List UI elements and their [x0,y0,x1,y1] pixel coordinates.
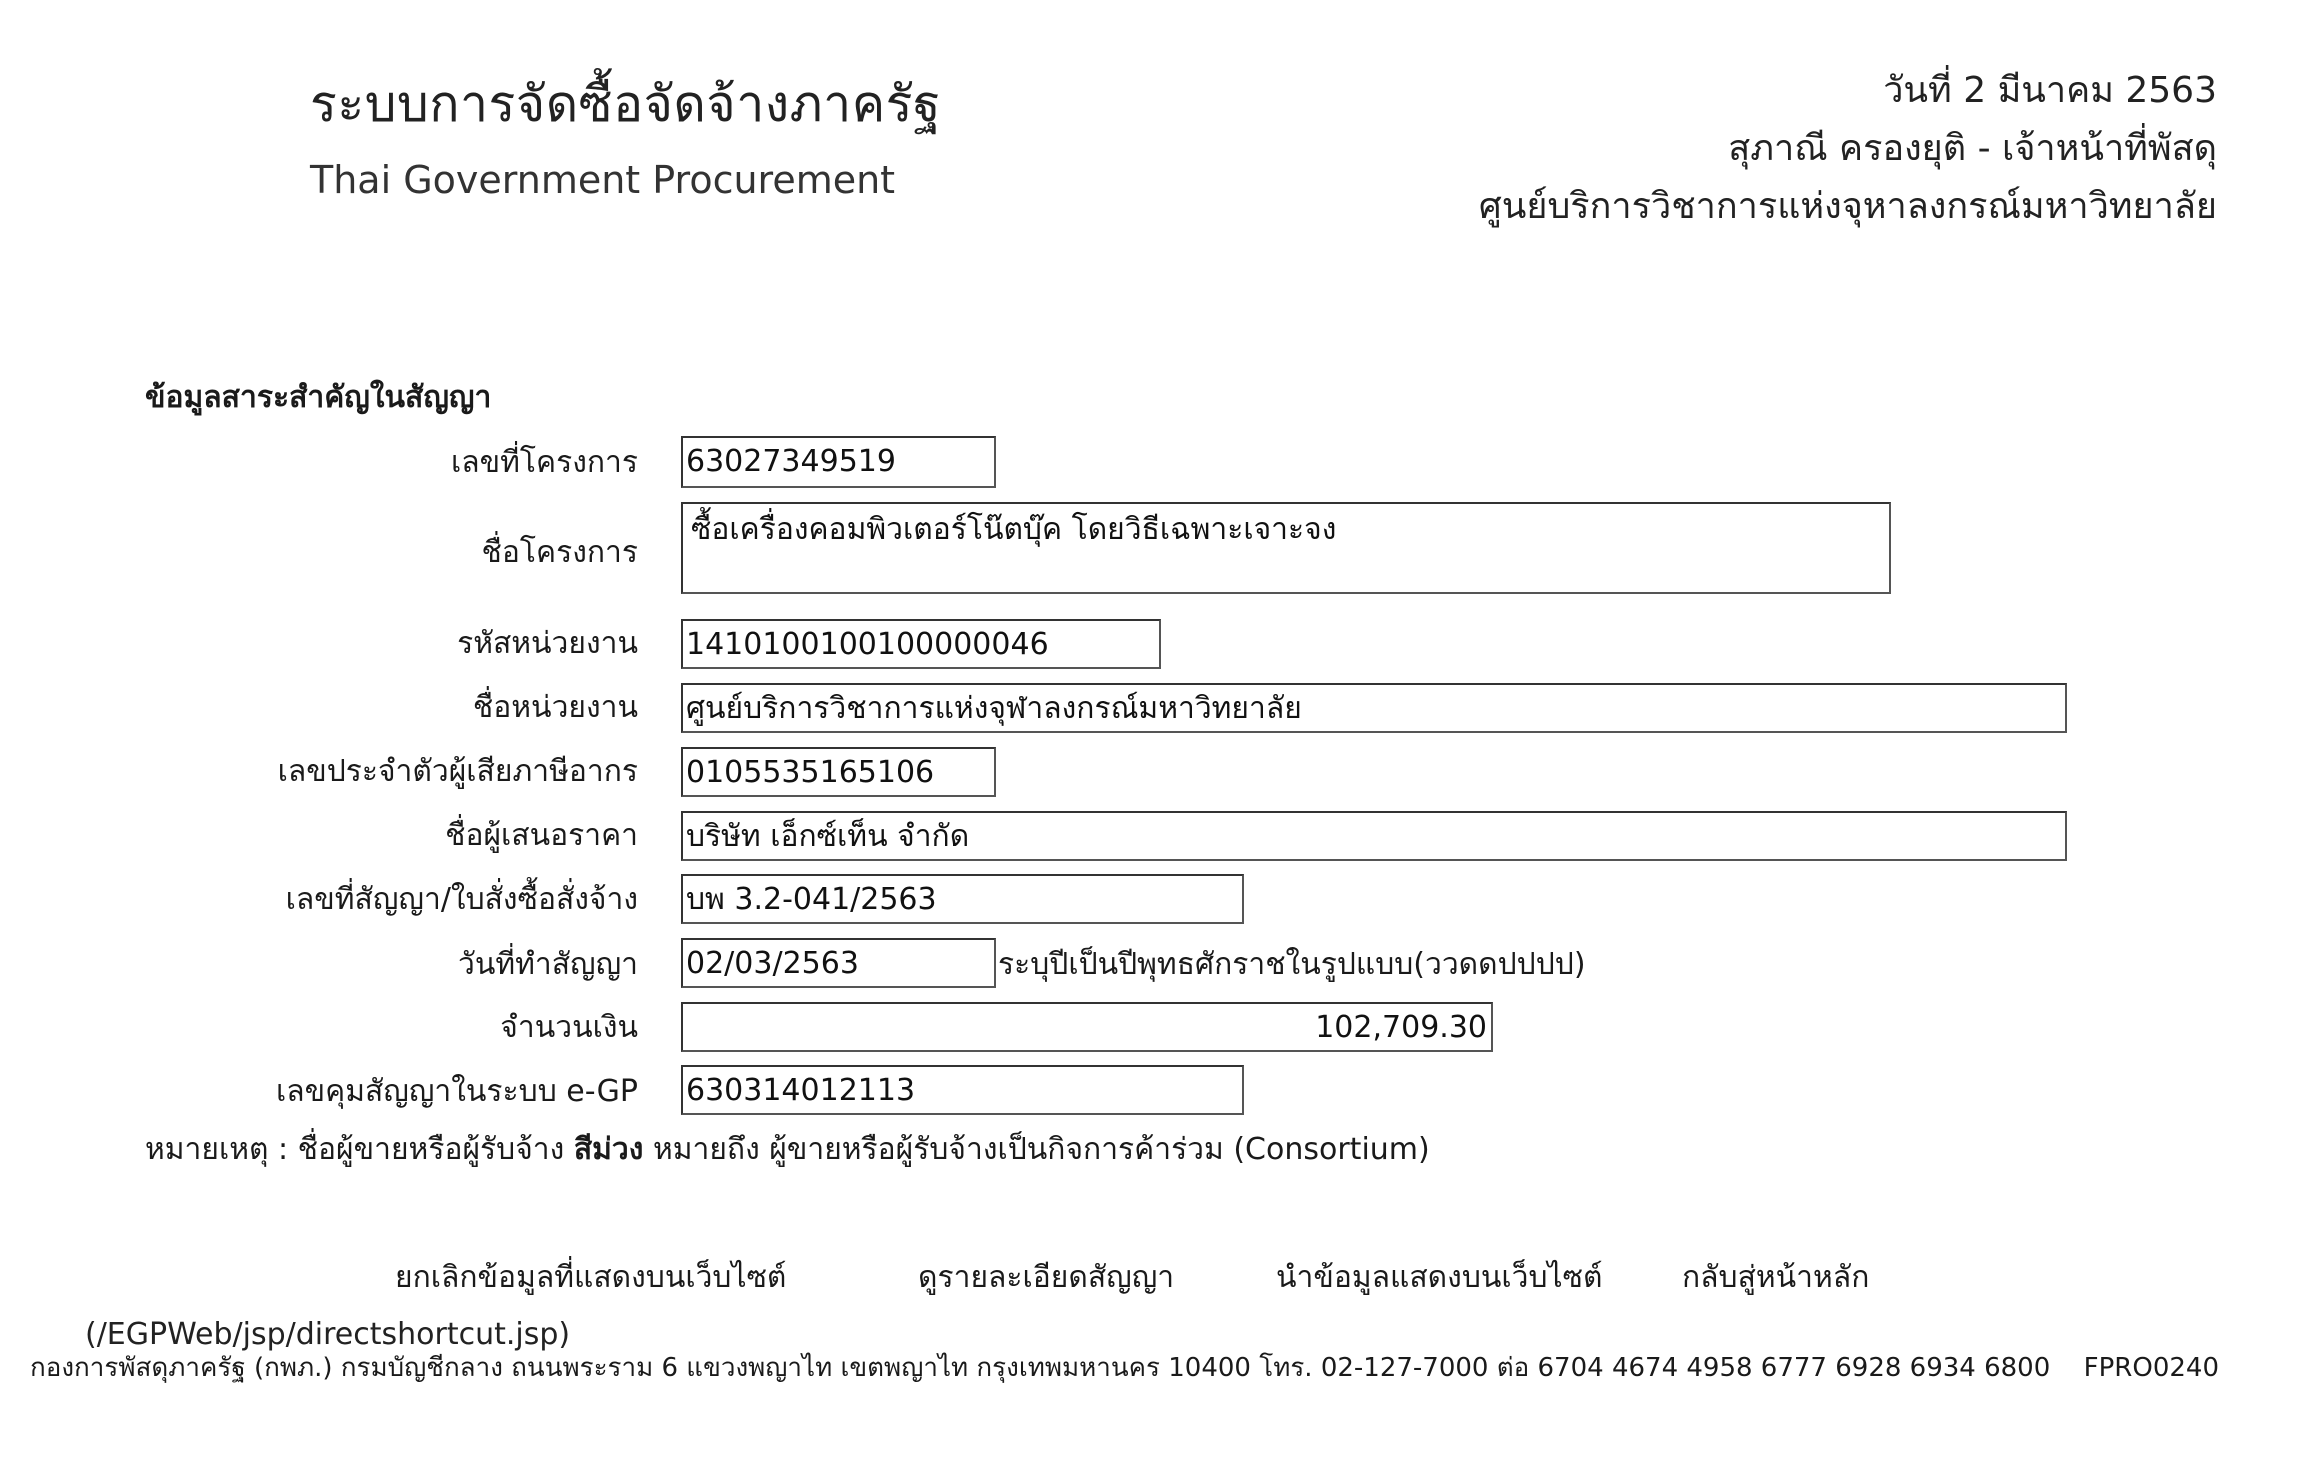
contract-date-field[interactable]: 02/03/2563 [681,938,996,988]
remark-prefix: หมายเหตุ : ชื่อผู้ขายหรือผู้รับจ้าง [145,1132,574,1167]
cancel-web-display-button[interactable]: ยกเลิกข้อมูลที่แสดงบนเว็บไซต์ [395,1260,787,1295]
agency-name-field[interactable]: ศูนย์บริการวิชาการแห่งจุฬาลงกรณ์มหาวิทยาลัย [681,683,2067,733]
amount-field[interactable]: 102,709.30 [681,1002,1493,1052]
contract-no-field[interactable]: บพ 3.2-041/2563 [681,874,1244,924]
label-tax-id: เลขประจำตัวผู้เสียภาษีอากร [277,754,638,789]
remark-suffix: หมายถึง ผู้ขายหรือผู้รับจ้างเป็นกิจการค้าร่วม (Consortium) [643,1132,1430,1167]
project-name-field[interactable]: ซื้อเครื่องคอมพิวเตอร์โน๊ตบุ๊ค โดยวิธีเฉพาะเจาะจง [681,502,1891,594]
system-title-en: Thai Government Procurement [310,158,896,202]
agency-code-field[interactable]: 1410100100100000046 [681,619,1161,669]
label-project-name: ชื่อโครงการ [481,535,638,570]
label-agency-name: ชื่อหน่วยงาน [472,690,638,725]
action-bar [0,1258,2307,1298]
remark-note [145,1130,1430,1170]
publish-web-display-button[interactable]: นำข้อมูลแสดงบนเว็บไซต์ [1276,1260,1603,1295]
header-date: วันที่ 2 มีนาคม 2563 [1883,70,2217,111]
label-contract-no: เลขที่สัญญา/ใบสั่งซื้อสั่งจ้าง [285,882,638,917]
label-agency-code: รหัสหน่วยงาน [457,626,638,661]
egp-control-no-field[interactable]: 630314012113 [681,1065,1244,1115]
tax-id-field[interactable]: 0105535165106 [681,747,996,797]
header-user: สุภาณี ครองยุติ - เจ้าหน้าที่พัสดุ [1728,128,2217,169]
page-url-note: (/EGPWeb/jsp/directshortcut.jsp) [85,1317,571,1352]
header-user-block [1479,62,2217,236]
label-egp-control-no: เลขคุมสัญญาในระบบ e-GP [276,1074,638,1109]
label-project-no: เลขที่โครงการ [451,445,638,480]
back-to-home-button[interactable]: กลับสู่หน้าหลัก [1682,1260,1870,1295]
footer-address: กองการพัสดุภาครัฐ (กพภ.) กรมบัญชีกลาง ถนนพระราม 6 แขวงพญาไท เขตพญาไท กรุงเทพมหานคร 10400 โทร. 02-127-7000 ต่อ 6704 4674 4958 6777 6928 6934 6800 [30,1353,2051,1383]
system-title-th: ระบบการจัดซื้อจัดจ้างภาครัฐ [310,75,942,133]
view-contract-detail-button[interactable]: ดูรายละเอียดสัญญา [918,1260,1175,1295]
label-bidder-name: ชื่อผู้เสนอราคา [445,818,638,853]
header-system-block [310,72,941,204]
remark-highlight: สีม่วง [573,1132,644,1167]
section-title: ข้อมูลสาระสำคัญในสัญญา [145,380,492,415]
project-no-field[interactable]: 63027349519 [681,436,996,488]
footer-page-code: FPRO0240 [2083,1353,2219,1383]
label-contract-date: วันที่ทำสัญญา [457,947,638,982]
bidder-name-field[interactable]: บริษัท เอ็กซ์เท็น จำกัด [681,811,2067,861]
label-amount: จำนวนเงิน [500,1010,638,1045]
contract-date-hint: ระบุปีเป็นปีพุทธศักราชในรูปแบบ(ววดดปปปป) [998,947,1586,982]
header-organization: ศูนย์บริการวิชาการแห่งจุหาลงกรณ์มหาวิทยาลัย [1478,186,2217,227]
